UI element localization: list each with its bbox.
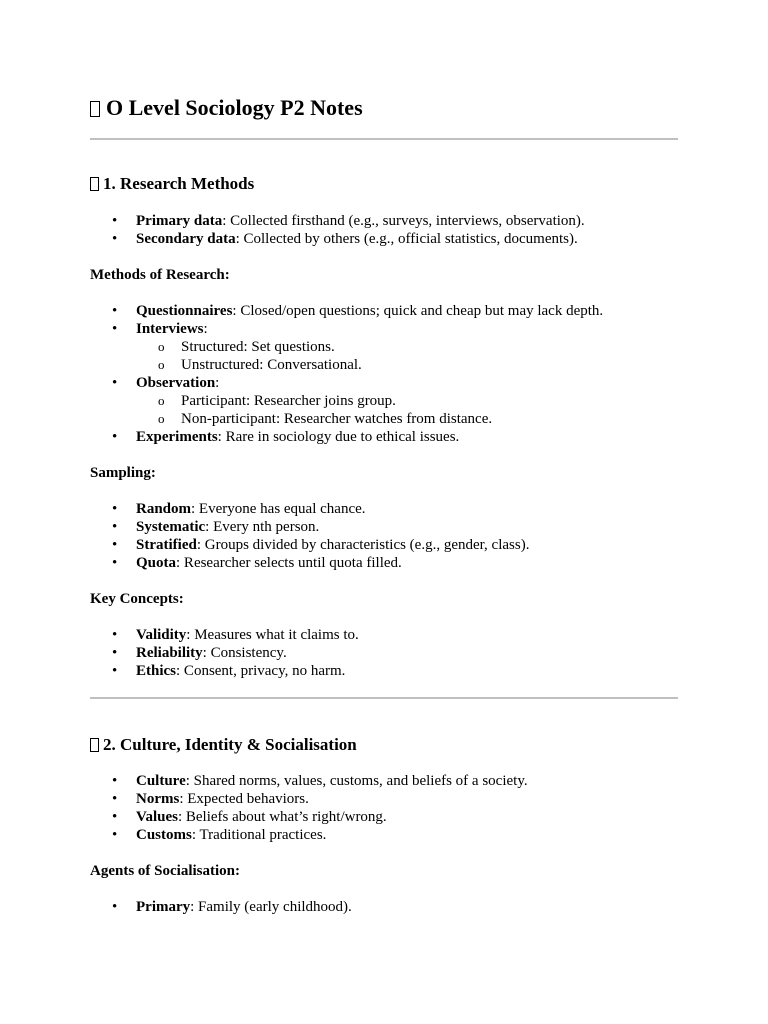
term: Stratified (136, 537, 197, 553)
bullet: • (112, 537, 118, 553)
bullet: • (112, 231, 118, 247)
sub-list-item: Participant: Researcher joins group. (181, 393, 396, 409)
sub-bullet: o (158, 339, 165, 354)
horizontal-rule (90, 138, 678, 140)
list-item (136, 320, 208, 338)
list-item (136, 212, 585, 230)
term: Questionnaires (136, 303, 233, 319)
description: : Traditional practices. (191, 827, 327, 843)
bullet: • (112, 809, 118, 825)
bullet: • (112, 791, 118, 807)
description: : Every nth person. (205, 519, 320, 535)
missing-glyph-icon (90, 101, 100, 117)
bullet: • (112, 429, 118, 445)
term: Experiments (136, 429, 218, 445)
term: Secondary data (136, 231, 236, 247)
term: Ethics (136, 663, 177, 679)
description: : (203, 321, 208, 337)
list-item (136, 230, 578, 248)
description: : Family (early childhood). (190, 899, 352, 915)
term: Observation (136, 375, 216, 391)
list-item (136, 898, 352, 916)
section-heading-text: 1. Research Methods (103, 174, 255, 193)
bullet: • (112, 899, 118, 915)
term: Values (136, 809, 178, 825)
bullet: • (112, 303, 118, 319)
term: Primary (136, 899, 191, 915)
subheading-agents-of-socialisation: Agents of Socialisation: (90, 863, 240, 879)
description: : Shared norms, values, customs, and beliefs of a society. (185, 773, 528, 789)
subheading-sampling: Sampling: (90, 465, 156, 481)
missing-glyph-icon (90, 738, 99, 752)
description: : Researcher selects until quota filled. (176, 555, 402, 571)
section-heading-text: 2. Culture, Identity & Socialisation (103, 735, 357, 754)
document-title-text: O Level Sociology P2 Notes (106, 95, 363, 120)
description: : Everyone has equal chance. (191, 501, 366, 517)
bullet: • (112, 213, 118, 229)
description: : Rare in sociology due to ethical issues. (217, 429, 460, 445)
term: Systematic (136, 519, 206, 535)
bullet: • (112, 773, 118, 789)
term: Reliability (136, 645, 203, 661)
list-item (136, 428, 459, 446)
description: : Consent, privacy, no harm. (176, 663, 346, 679)
list-item (136, 644, 287, 662)
list-item (136, 302, 603, 320)
list-item (136, 554, 402, 572)
list-item (136, 662, 345, 680)
subheading-key-concepts: Key Concepts: (90, 591, 184, 607)
sub-bullet: o (158, 357, 165, 372)
term: Customs (136, 827, 192, 843)
sub-list-item: Unstructured: Conversational. (181, 357, 362, 373)
term: Validity (136, 627, 187, 643)
section-heading-research-methods (90, 174, 254, 194)
description: : Beliefs about what’s right/wrong. (177, 809, 387, 825)
list-item (136, 772, 528, 790)
bullet: • (112, 627, 118, 643)
bullet: • (112, 663, 118, 679)
description: : Collected by others (e.g., official statistics, documents). (235, 231, 578, 247)
description: : Consistency. (202, 645, 287, 661)
list-item (136, 536, 529, 554)
horizontal-rule (90, 697, 678, 699)
description: : Measures what it claims to. (186, 627, 359, 643)
description: : (215, 375, 220, 391)
list-item (136, 826, 326, 844)
bullet: • (112, 375, 118, 391)
term: Primary data (136, 213, 223, 229)
sub-bullet: o (158, 411, 165, 426)
description: : Expected behaviors. (179, 791, 309, 807)
list-item (136, 374, 219, 392)
subheading-methods-of-research: Methods of Research: (90, 267, 230, 283)
list-item (136, 500, 366, 518)
bullet: • (112, 501, 118, 517)
bullet: • (112, 321, 118, 337)
description: : Collected firsthand (e.g., surveys, interviews, observation). (222, 213, 585, 229)
list-item (136, 790, 309, 808)
bullet: • (112, 827, 118, 843)
document-title (90, 95, 363, 121)
sub-bullet: o (158, 393, 165, 408)
term: Random (136, 501, 192, 517)
list-item (136, 518, 319, 536)
section-heading-culture-identity (90, 735, 357, 755)
term: Norms (136, 791, 180, 807)
list-item (136, 626, 359, 644)
term: Interviews (136, 321, 204, 337)
bullet: • (112, 519, 118, 535)
bullet: • (112, 645, 118, 661)
term: Quota (136, 555, 177, 571)
term: Culture (136, 773, 186, 789)
description: : Closed/open questions; quick and cheap but may lack depth. (232, 303, 604, 319)
bullet: • (112, 555, 118, 571)
missing-glyph-icon (90, 177, 99, 191)
list-item (136, 808, 387, 826)
description: : Groups divided by characteristics (e.g., gender, class). (196, 537, 530, 553)
sub-list-item: Non-participant: Researcher watches from distance. (181, 411, 493, 427)
sub-list-item: Structured: Set questions. (181, 339, 335, 355)
